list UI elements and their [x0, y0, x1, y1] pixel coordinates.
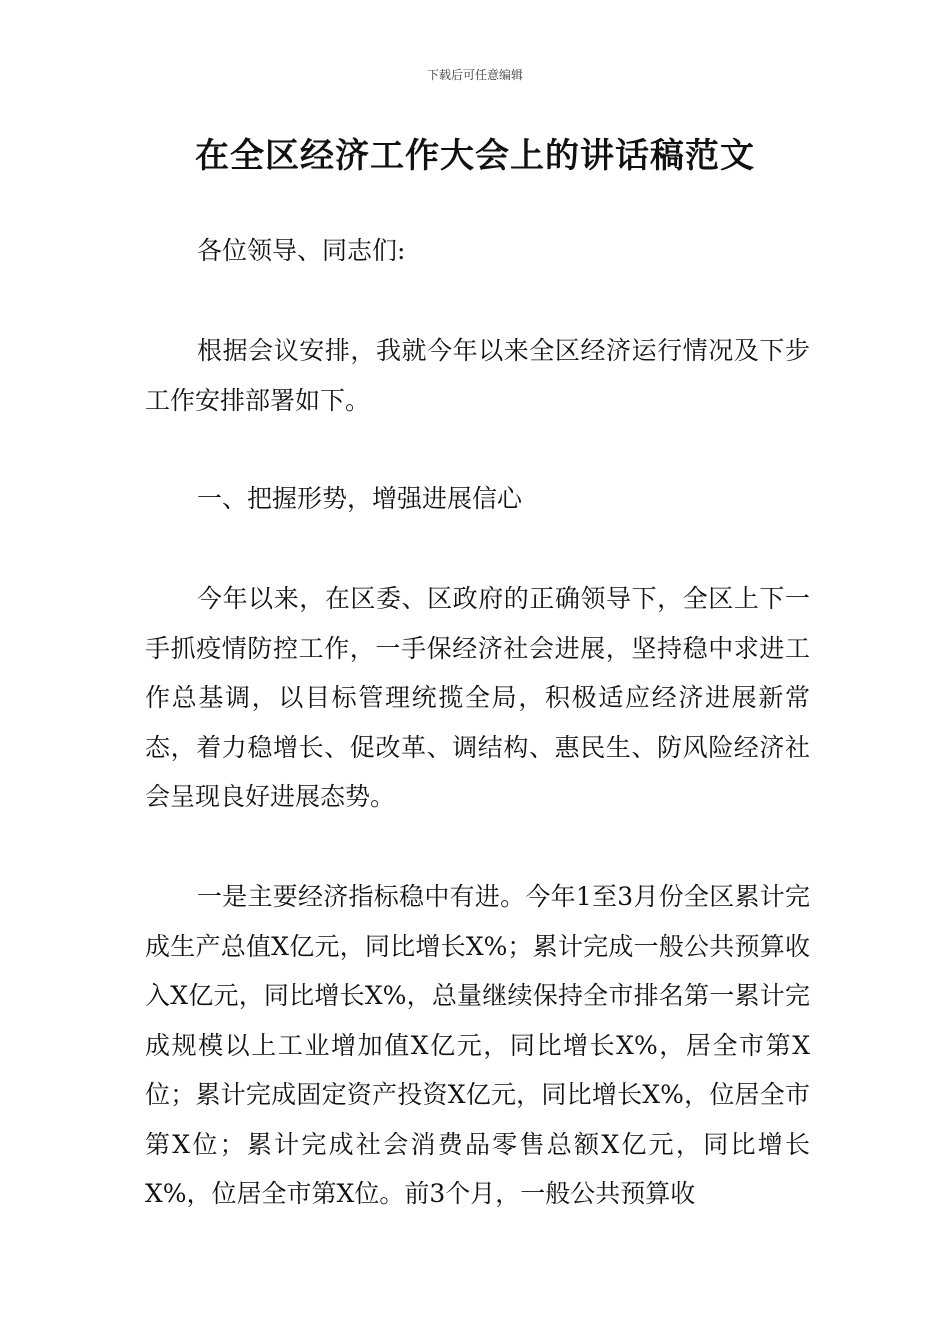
overview-paragraph: 今年以来，在区委、区政府的正确领导下，全区上下一手抓疫情防控工作，一手保经济社会进展，坚持稳中求进工作总基调，以目标管理统揽全局，积极适应经济进展新常态，着力稳增长、促改革、调结构、惠民生、防风险经济社会呈现良好进展态势。 [145, 584, 810, 811]
section-heading: 一、把握形势，增强进展信心 [197, 484, 523, 513]
intro-paragraph: 根据会议安排，我就今年以来全区经济运行情况及下步工作安排部署如下。 [145, 336, 810, 415]
indicators-paragraph: 一是主要经济指标稳中有进。今年1至3月份全区累计完成生产总值X亿元，同比增长X%；累计完成一般公共预算收入X亿元，同比增长X%，总量继续保持全市排名第一累计完成规模以上工业增加值X亿元，同比增长X%，居全市第X位；累计完成固定资产投资X亿元，同比增长X%，位居全市第X位；累计完成社会消费品零售总额X亿元，同比增长X%，位居全市第X位。前3个月，一般公共预算收 [145, 882, 810, 1208]
header-note: 下载后可任意编辑 [426, 68, 523, 82]
document-title: 在全区经济工作大会上的讲话稿范文 [195, 136, 755, 176]
greeting-paragraph: 各位领导、同志们: [197, 236, 406, 265]
